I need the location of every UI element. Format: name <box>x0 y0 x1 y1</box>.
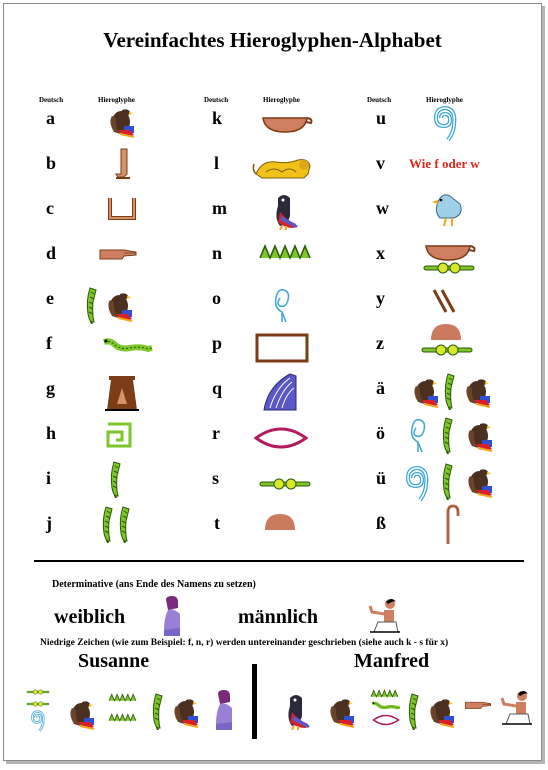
vulture-icon <box>64 694 98 730</box>
owl-icon <box>268 190 302 230</box>
letter-ue: ü <box>376 468 387 488</box>
bolt-icon <box>26 688 50 696</box>
letter-h: h <box>46 423 57 443</box>
vulture-icon <box>460 372 494 408</box>
column-header-hieroglyphe: Hieroglyphe <box>426 96 463 104</box>
quail-chick-coil-icon <box>404 462 434 502</box>
column-header-deutsch: Deutsch <box>39 96 64 104</box>
water-icon <box>108 712 138 723</box>
vulture-icon <box>424 692 458 728</box>
letter-s: s <box>212 468 220 488</box>
lion-icon <box>252 152 314 182</box>
rope-loop-icon <box>406 414 430 454</box>
basket-handle-icon <box>105 194 139 224</box>
rope-loop-icon <box>270 284 294 324</box>
reed-leaf-icon <box>108 458 124 498</box>
jar-stand-icon <box>103 374 141 414</box>
letter-ae: ä <box>376 378 385 398</box>
example-name-manfred: Manfred <box>354 650 430 672</box>
hand-icon <box>98 244 138 264</box>
letter-o: o <box>212 288 221 308</box>
letter-i: i <box>46 468 52 488</box>
seated-woman-icon <box>158 594 188 638</box>
page-title: Vereinfachtes Hieroglyphen-Alphabet <box>103 28 442 52</box>
water-icon <box>108 692 138 703</box>
quail-chick-coil-icon <box>432 102 462 142</box>
wick-icon <box>104 420 134 450</box>
vulture-icon <box>462 416 496 452</box>
horned-viper-icon <box>370 700 402 712</box>
reed-leaf-icon <box>84 284 100 324</box>
section-divider <box>34 560 524 562</box>
letter-v: v <box>376 153 385 173</box>
letter-u: u <box>376 108 387 128</box>
letter-g: g <box>46 378 55 398</box>
owl-icon <box>280 690 314 730</box>
reed-leaf-icon <box>442 370 458 410</box>
vulture-icon <box>104 102 138 138</box>
vulture-icon <box>324 692 358 728</box>
mouth-icon <box>254 426 308 450</box>
basket-icon <box>261 112 313 136</box>
letter-l: l <box>214 153 220 173</box>
letter-r: r <box>212 423 220 443</box>
column-header-deutsch: Deutsch <box>367 96 392 104</box>
reed-leaf-icon <box>406 690 422 730</box>
staff-icon <box>442 504 460 546</box>
column-header-deutsch: Deutsch <box>204 96 229 104</box>
letter-f: f <box>46 333 52 353</box>
letter-z: z <box>376 333 384 353</box>
reed-leaf-icon <box>440 460 456 500</box>
vulture-icon <box>102 286 136 322</box>
foot-icon <box>108 147 138 181</box>
letter-x: x <box>376 243 385 263</box>
vulture-icon <box>168 692 202 728</box>
vulture-icon <box>408 372 442 408</box>
letter-a: a <box>46 108 55 128</box>
bread-loaf-icon <box>262 512 298 532</box>
letter-y: y <box>376 288 385 308</box>
letter-e: e <box>46 288 54 308</box>
double-stroke-icon <box>430 286 460 316</box>
hand-icon <box>464 698 492 712</box>
bread-loaf-icon <box>428 322 464 342</box>
water-icon <box>370 688 400 699</box>
letter-c: c <box>46 198 54 218</box>
seated-woman-icon <box>210 688 240 732</box>
reed-leaf-icon <box>117 503 133 543</box>
letter-j: j <box>46 513 52 533</box>
horned-viper-icon <box>100 336 156 356</box>
letter-oe: ö <box>376 423 385 443</box>
letter-q: q <box>212 378 223 398</box>
document-page <box>3 3 542 761</box>
letter-p: p <box>212 333 223 353</box>
column-header-hieroglyphe: Hieroglyphe <box>98 96 135 104</box>
vulture-icon <box>462 462 496 498</box>
column-header-hieroglyphe: Hieroglyphe <box>263 96 300 104</box>
mouth-icon <box>372 714 400 726</box>
seated-man-icon <box>496 688 536 728</box>
letter-w: w <box>376 198 389 218</box>
quail-chick-coil-icon <box>30 708 48 732</box>
letter-m: m <box>212 198 227 218</box>
letter-sz: ß <box>376 513 387 533</box>
note-v: Wie f oder w <box>409 156 480 171</box>
label-male: männlich <box>238 606 319 628</box>
chick-icon <box>430 188 470 228</box>
bolt-icon <box>26 700 50 708</box>
letter-b: b <box>46 153 57 173</box>
bolt-icon <box>420 342 474 358</box>
letter-d: d <box>46 243 57 263</box>
example-separator <box>252 664 257 739</box>
stool-icon <box>254 332 310 364</box>
example-name-susanne: Susanne <box>78 650 150 672</box>
letter-t: t <box>214 513 220 533</box>
reed-leaf-icon <box>100 503 116 543</box>
bolt-icon <box>258 476 312 492</box>
water-icon <box>258 242 314 262</box>
label-female: weiblich <box>54 606 126 628</box>
reed-leaf-icon <box>440 414 456 454</box>
hill-slope-icon <box>260 372 300 412</box>
letter-k: k <box>212 108 223 128</box>
bolt-icon <box>422 260 476 276</box>
low-signs-note: Niedrige Zeichen (wie zum Beispiel: f, n, r) werden untereinander geschrieben (siehe auch k - s für x) <box>40 638 449 648</box>
reed-leaf-icon <box>150 690 166 730</box>
seated-man-icon <box>364 596 404 636</box>
determinatives-heading: Determinative (ans Ende des Namens zu setzen) <box>52 579 256 590</box>
letter-n: n <box>212 243 223 263</box>
